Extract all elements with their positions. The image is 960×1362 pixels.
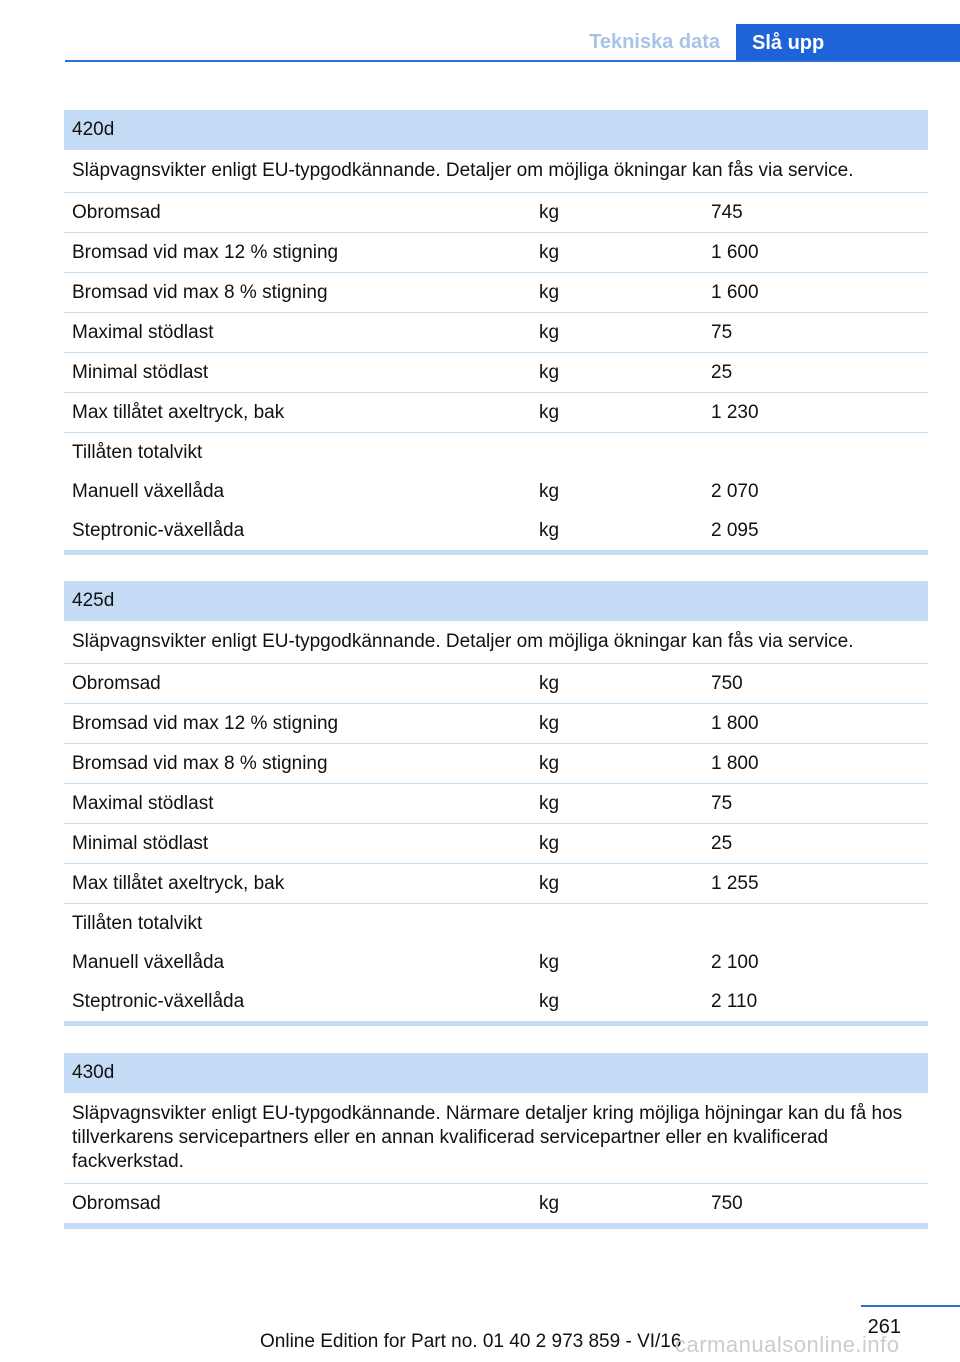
- row-label: Maximal stödlast: [72, 321, 214, 343]
- table-description: Släpvagnsvikter enligt EU-typgodkännande. Detaljer om möjliga ökningar kan fås via service.: [64, 150, 928, 193]
- row-label: Obromsad: [72, 1192, 161, 1214]
- row-unit: kg: [539, 321, 560, 343]
- row-label: Bromsad vid max 8 % stigning: [72, 752, 328, 774]
- table-row: [64, 393, 928, 433]
- table-row: [64, 824, 928, 864]
- table-row: [64, 982, 928, 1021]
- row-value: 75: [711, 792, 733, 814]
- table-row: [64, 784, 928, 824]
- table-row: [64, 472, 928, 511]
- row-value: 2 095: [711, 519, 759, 541]
- row-label: Max tillåtet axeltryck, bak: [72, 401, 285, 423]
- table-end-rule: [64, 1224, 928, 1229]
- footer-rule: [861, 1305, 960, 1307]
- header-rule: [65, 60, 960, 62]
- table-description: Släpvagnsvikter enligt EU-typgodkännande. Detaljer om möjliga ökningar kan fås via service.: [64, 621, 928, 664]
- row-label: Steptronic-växellåda: [72, 990, 245, 1012]
- row-value: 750: [711, 672, 743, 694]
- row-value: 75: [711, 321, 733, 343]
- spec-table-425d: [64, 581, 928, 1026]
- table-row: [64, 511, 928, 550]
- row-value: 745: [711, 201, 743, 223]
- total-weight-label: Tillåten totalvikt: [72, 441, 203, 463]
- row-unit: kg: [539, 361, 560, 383]
- table-row: [64, 904, 928, 943]
- row-unit: kg: [539, 519, 560, 541]
- watermark: carmanualsonline.info: [675, 1332, 900, 1357]
- section-tab[interactable]: Slå upp: [736, 24, 960, 62]
- row-unit: kg: [539, 672, 560, 694]
- row-unit: kg: [539, 281, 560, 303]
- table-row: [64, 664, 928, 704]
- row-label: Bromsad vid max 12 % stigning: [72, 712, 339, 734]
- row-unit: kg: [539, 792, 560, 814]
- table-row: [64, 943, 928, 982]
- row-value: 2 110: [711, 990, 758, 1012]
- page-number: 261: [867, 1316, 901, 1338]
- row-label: Obromsad: [72, 672, 161, 694]
- row-unit: kg: [539, 951, 560, 973]
- row-unit: kg: [539, 401, 560, 423]
- row-unit: kg: [539, 201, 560, 223]
- row-unit: kg: [539, 872, 560, 894]
- table-model-heading: 425d: [64, 581, 928, 621]
- row-value: 1 255: [711, 872, 759, 894]
- row-unit: kg: [539, 832, 560, 854]
- row-label: Steptronic-växellåda: [72, 519, 245, 541]
- table-description: Släpvagnsvikter enligt EU-typgodkännande. Närmare detaljer kring möjliga höjningar kan du få hos tillverkarens servicepartners eller en annan kvalificerad servicepartner eller en kvalificerad fackverkstad.: [64, 1093, 928, 1184]
- row-value: 1 600: [711, 241, 759, 263]
- total-weight-label: Tillåten totalvikt: [72, 912, 203, 934]
- row-unit: kg: [539, 990, 560, 1012]
- row-value: 25: [711, 361, 733, 383]
- row-label: Obromsad: [72, 201, 161, 223]
- row-unit: kg: [539, 241, 560, 263]
- row-value: 750: [711, 1192, 743, 1214]
- table-row: [64, 433, 928, 472]
- row-label: Minimal stödlast: [72, 832, 209, 854]
- row-label: Bromsad vid max 12 % stigning: [72, 241, 339, 263]
- table-row: [64, 1184, 928, 1224]
- row-unit: kg: [539, 480, 560, 502]
- table-row: [64, 353, 928, 393]
- row-unit: kg: [539, 752, 560, 774]
- row-label: Manuell växellåda: [72, 480, 225, 502]
- row-unit: kg: [539, 1192, 560, 1214]
- row-value: 1 800: [711, 712, 759, 734]
- row-label: Minimal stödlast: [72, 361, 209, 383]
- table-row: [64, 273, 928, 313]
- row-value: 25: [711, 832, 733, 854]
- row-value: 1 600: [711, 281, 759, 303]
- section-title: Tekniska data: [589, 31, 720, 53]
- row-label: Max tillåtet axeltryck, bak: [72, 872, 285, 894]
- table-row: [64, 193, 928, 233]
- row-label: Maximal stödlast: [72, 792, 214, 814]
- row-label: Manuell växellåda: [72, 951, 225, 973]
- row-value: 2 100: [711, 951, 759, 973]
- row-label: Bromsad vid max 8 % stigning: [72, 281, 328, 303]
- table-model-heading: 420d: [64, 110, 928, 150]
- table-end-rule: [64, 1021, 928, 1026]
- row-value: 2 070: [711, 480, 759, 502]
- table-row: [64, 233, 928, 273]
- row-unit: kg: [539, 712, 560, 734]
- table-row: [64, 744, 928, 784]
- table-model-heading: 430d: [64, 1053, 928, 1093]
- spec-table-420d: [64, 110, 928, 555]
- table-row: [64, 864, 928, 904]
- table-row: [64, 704, 928, 744]
- spec-table-430d: [64, 1053, 928, 1229]
- table-end-rule: [64, 550, 928, 555]
- table-row: [64, 313, 928, 353]
- row-value: 1 800: [711, 752, 759, 774]
- edition-note: Online Edition for Part no. 01 40 2 973 859 - VI/16: [260, 1331, 682, 1352]
- row-value: 1 230: [711, 401, 759, 423]
